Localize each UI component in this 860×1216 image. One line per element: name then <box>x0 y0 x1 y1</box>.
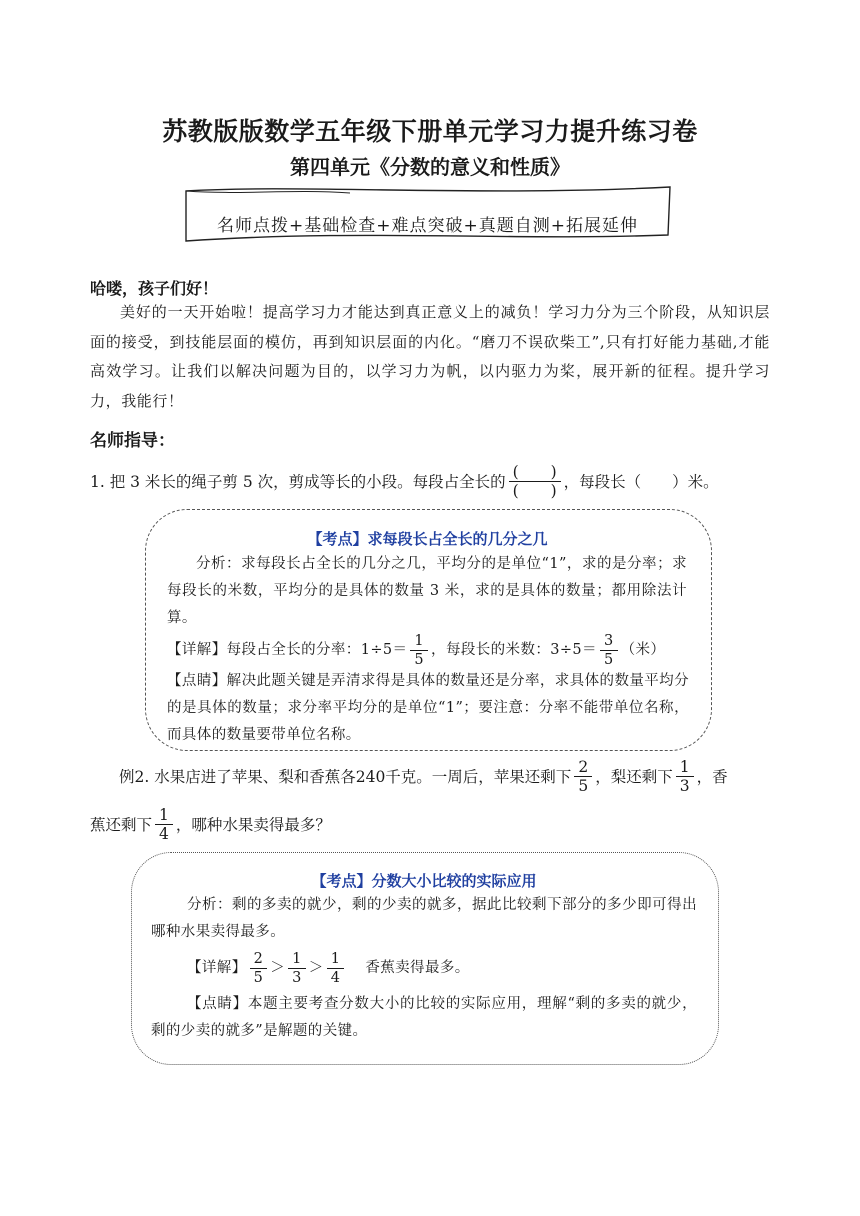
question-1 <box>90 458 719 504</box>
detail-1-text-c: （米） <box>620 641 666 658</box>
banner-text: 名师点拨+基础检查+难点突破+真题自测+拓展延伸 <box>217 216 638 236</box>
kaodian-tag: 【考点】 <box>311 872 372 890</box>
greater-than-2: ＞ <box>308 959 324 976</box>
blank-open: ( <box>512 462 519 481</box>
fraction-banana: $\frac{1}{4}$ <box>155 806 173 843</box>
detail-1-text-b: ，每段长的米数：3÷5＝ <box>431 641 597 658</box>
blank-close: ) <box>550 481 557 500</box>
example-2-text-e: ，哪种水果卖得最多？ <box>175 816 331 834</box>
dianjing-2: 【点睛】本题主要考查分数大小的比较的实际应用，理解“剩的多卖的就少，剩的少卖的就多”是解题的关键。 <box>151 996 697 1039</box>
greater-than-1: ＞ <box>270 959 286 976</box>
example-2 <box>90 752 780 848</box>
kaodian-text: 分数大小比较的实际应用 <box>371 872 537 890</box>
blank-open: ( <box>512 481 519 500</box>
detail-2-result: 香蕉卖得最多。 <box>365 959 470 976</box>
kaodian-2 <box>131 870 717 891</box>
fraction-one-third: $\frac{1}{3}$ <box>288 950 306 987</box>
kaodian-text: 求每段长占全长的几分之几 <box>367 530 548 548</box>
fraction-one-quarter: $\frac{1}{4}$ <box>327 950 345 987</box>
example-2-text-d: 蕉还剩下 <box>90 816 153 834</box>
unit-subtitle: 第四单元《分数的意义和性质》 <box>290 155 570 179</box>
dianjing-1: 【点睛】解决此题关键是弄清求得是具体的数量还是分率，求具体的数量平均分的是具体的数量；求分率平均分的是单位“1”；要注意：分率不能带单位名称，而具体的数量要带单位名称。 <box>167 673 689 743</box>
analysis-2: 分析：剩的多卖的就少，剩的少卖的就多，据此比较剩下部分的多少即可得出哪种水果卖得最多。 <box>151 897 697 940</box>
greeting: 哈喽，孩子们好！ <box>90 279 219 298</box>
analysis-1: 分析：求每段长占全长的几分之几，平均分的是单位“1”，求的是分率；求每段长的米数，平均分的是具体的数量 3 米，求的是具体的数量；都用除法计算。 <box>167 556 687 626</box>
fraction-apple: $\frac{2}{5}$ <box>574 758 592 795</box>
question-1-text-a: 1. 把 3 米长的绳子剪 5 次，剪成等长的小段。每段占全长的 <box>90 473 506 491</box>
blank-fraction[interactable] <box>509 463 561 500</box>
fraction-two-fifths: $\frac{2}{5}$ <box>250 950 268 987</box>
example-2-text-a: 例2. 水果店进了苹果、梨和香蕉各240千克。一周后，苹果还剩下 <box>119 768 572 786</box>
detail-2 <box>187 946 470 990</box>
kaodian-1 <box>145 528 710 549</box>
question-1-text-b: ，每段长（ ）米。 <box>563 473 719 491</box>
detail-1-text-a: 【详解】每段占全长的分率：1÷5＝ <box>167 641 408 658</box>
page-title: 苏教版版数学五年级下册单元学习力提升练习卷 <box>162 117 698 146</box>
detail-1 <box>167 630 697 670</box>
detail-2-tag: 【详解】 <box>187 959 247 976</box>
guide-heading: 名师指导： <box>90 431 175 451</box>
example-2-text-b: ，梨还剩下 <box>595 768 673 786</box>
example-2-text-c: ，香 <box>696 768 728 786</box>
blank-close: ) <box>550 462 557 481</box>
fraction-one-fifth: $\frac{1}{5}$ <box>410 632 428 669</box>
fraction-three-fifths: $\frac{3}{5}$ <box>600 632 618 669</box>
fraction-pear: $\frac{1}{3}$ <box>676 758 694 795</box>
intro-paragraph: 美好的一天开始啦！提高学习力才能达到真正意义上的减负！学习力分为三个阶段，从知识层面的接受，到技能层面的模仿，再到知识层面的内化。“磨刀不误砍柴工”,只有打好能力基础,才能高效学习。让我们以解决问题为目的，以学习力为帆，以内驱力为桨，展开新的征程。提升学习力，我能行！ <box>90 303 770 410</box>
kaodian-tag: 【考点】 <box>307 530 368 548</box>
